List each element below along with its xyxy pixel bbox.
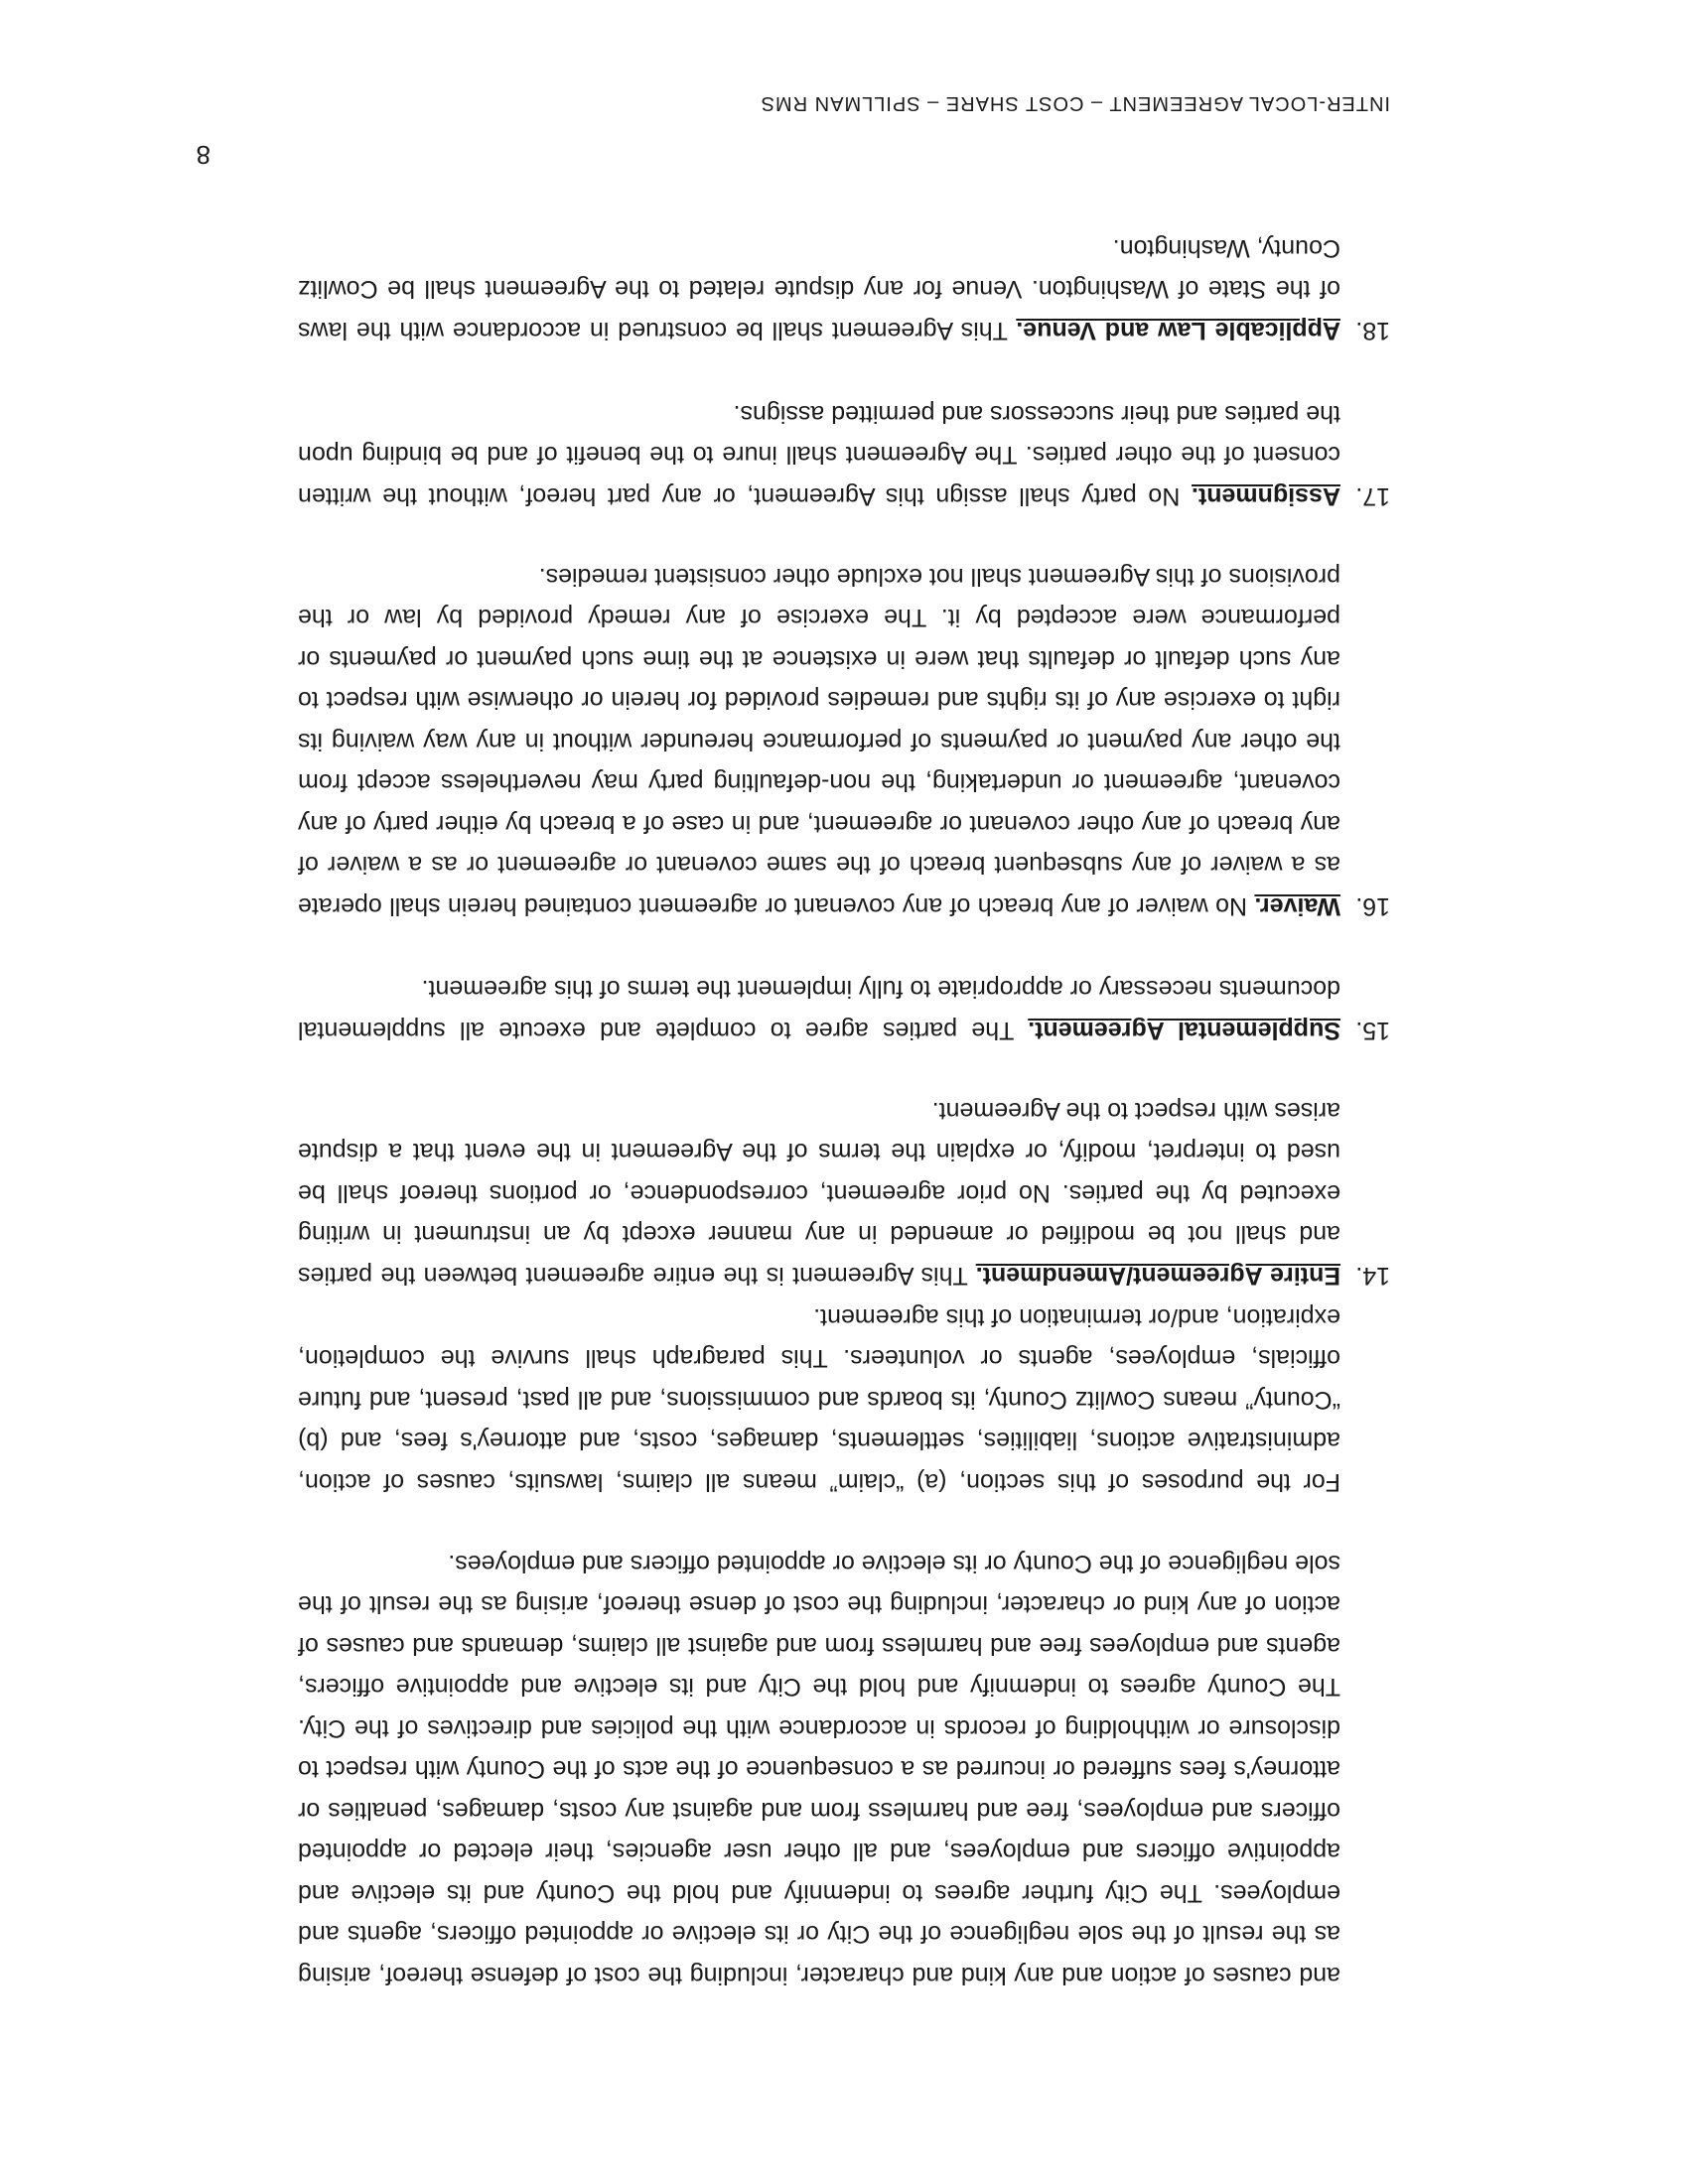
section-number: 18.: [1355, 317, 1390, 344]
section-number: 17.: [1355, 482, 1390, 510]
section-body: [298, 1090, 1340, 1297]
section-body: [298, 968, 1340, 1050]
section-14: [298, 1090, 1390, 1297]
section-body: [298, 556, 1340, 927]
section-text: No party shall assign this Agreement, or any part hereof, without the written consent of the other parties. The Agreement shall inure to the benefit of and be binding upon the parties and their successors and permitted assigns.: [298, 400, 1340, 510]
section-number: 14.: [1355, 1262, 1390, 1290]
section-18: [298, 227, 1390, 351]
running-header: INTER-LOCAL AGREEMENT – COST SHARE – SPILLMAN RMS: [760, 92, 1390, 114]
section-text: This Agreement is the entire agreement between the parties and shall not be modified or amended in any manner except by an instrument in writing executed by the parties. No prior agreement, correspondence, or portions thereof shall be used to interpret, modify, or explain the terms of the Agreement in the event that a dispute arises with respect to the Agreement.: [297, 1097, 1340, 1290]
section-text: This Agreement shall be construed in accordance with the laws of the State of Washington. Venue for any dispute related to the Agreement shall be Cowlitz County, Washington.: [298, 234, 1340, 344]
definitions-text: For the purposes of this section, (a) “claim” means all claims, lawsuits, causes of action, administrative actions, liabilities, settlements, damages, costs, and attorney's fees, and (b) “County” means Cowlitz County, its boards and commissions, and all past, present, and future officials, employees, agents or volunteers. This paragraph shall survive the completion, expiration, and/or termination of this agreement.: [298, 1303, 1340, 1496]
section-16: [298, 556, 1390, 927]
section-heading: Supplemental Agreement.: [1028, 1017, 1340, 1044]
section-15: [298, 968, 1390, 1050]
section-number: 15.: [1355, 1017, 1390, 1044]
section-text: No waiver of any breach of any covenant or agreement contained herein shall operate as a waiver of any subsequent breach of the same covenant or agreement or as a waiver of any breach of any other covenant or agreement, and in case of a breach by either party of any covenant, agreement or undertaking, the non-defaulting party may nevertheless accept from the other any payment or payments of performance hereunder without in any way waiving its right to exercise any of its rights and remedies provided for herein or otherwise with respect to any such default or defaults that were in existence at the time such payment or payments or performance were accepted by it. The exercise of any remedy provided by law or the provisions of this Agreement shall not exclude other consistent remedies.: [298, 563, 1340, 920]
section-body: [298, 227, 1340, 351]
section-heading: Applicable Law and Venue.: [1016, 317, 1340, 344]
section-text: The parties agree to complete and execute all supplemental documents necessary or appropriate to fully implement the terms of this agreement.: [298, 975, 1340, 1044]
definitions-paragraph: [298, 1297, 1390, 1503]
section-body: [298, 393, 1340, 517]
indemnification-text: and causes of action and any kind and character, including the cost of defense thereof, arising as the result of the sole negligence of the City or its elective or appointed officers, agents and employees. The City further agrees to indemnify and hold the County and its elective and appointive officers and employees, and all other user agencies, their elected or appointed officers and employees, free and harmless from and against any costs, damages, penalties or attorney's fees suffered or incurred as a consequence of the acts of the County with respect to disclosure or withholding of records in accordance with the policies and directives of the City. The County agrees to indemnify and hold the City and its elective and appointive officers, agents and employees free and harmless from and against all claims, demands and causes of action of any kind or character, including the cost of dense thereof, arising as the result of the sole negligence of the County or its elective or appointed officers and employees.: [298, 1550, 1340, 1989]
page-number: 8: [196, 140, 211, 170]
section-heading: Waiver.: [1254, 892, 1340, 920]
section-number: 16.: [1355, 892, 1390, 920]
indemnification-paragraph: [298, 1543, 1390, 1996]
section-heading: Assignment.: [1191, 482, 1340, 510]
section-heading: Entire Agreement/Amendment.: [975, 1262, 1340, 1290]
section-17: [298, 393, 1390, 517]
